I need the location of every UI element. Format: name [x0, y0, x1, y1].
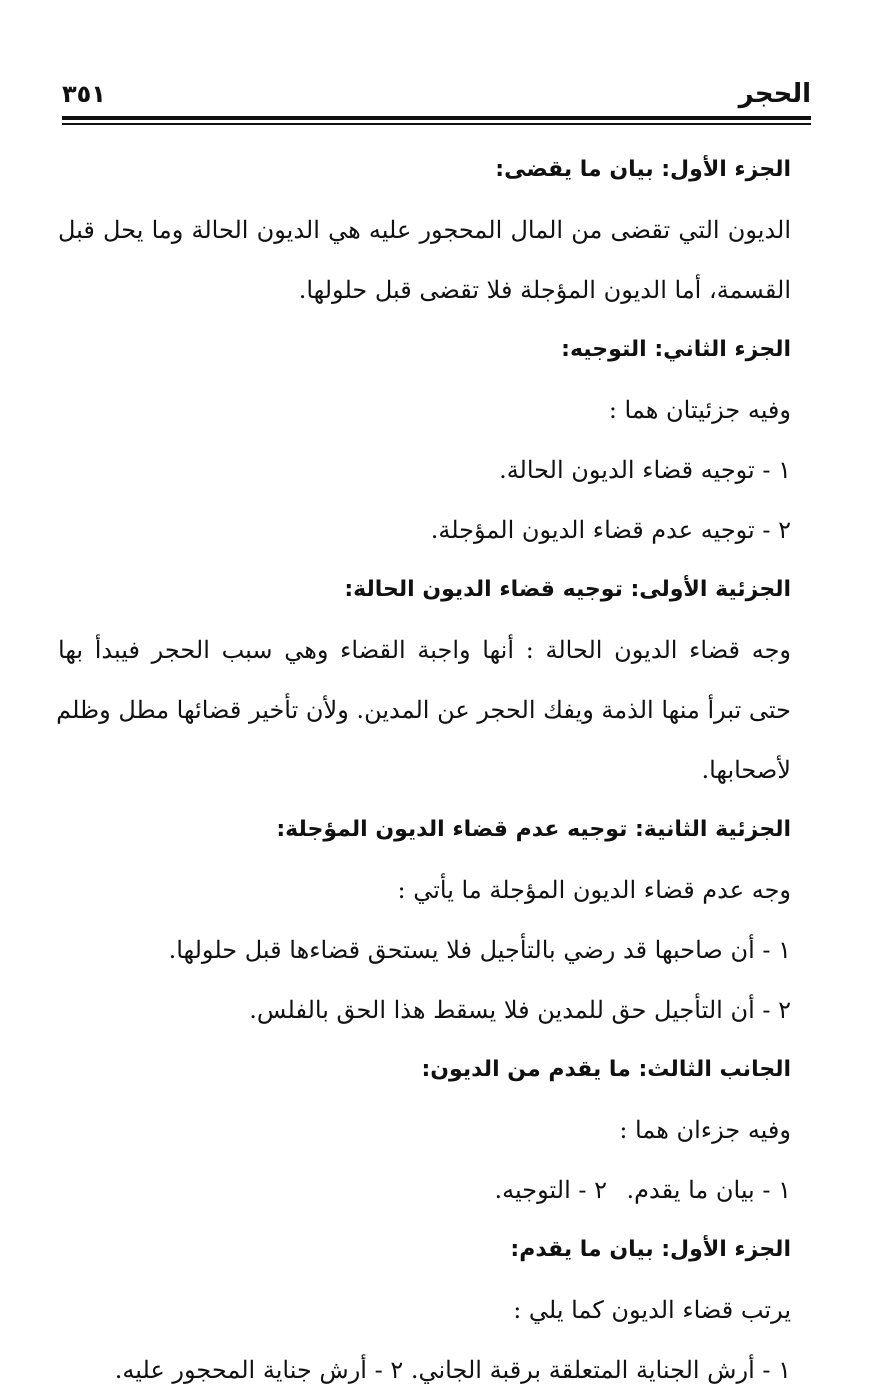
- paragraph-line: وفيه جزءان هما :: [619, 1116, 791, 1144]
- section-heading: الجزئية الأولى: توجيه قضاء الديون الحالة:: [344, 577, 791, 602]
- page-number: ٣٥١: [62, 80, 106, 108]
- page-body: [56, 140, 791, 1400]
- list-item-pair: [62, 1160, 791, 1220]
- paragraph-line: وجه قضاء الديون الحالة : أنها واجبة القضاء وهي سبب الحجر فيبدأ بها: [58, 636, 791, 664]
- chapter-title: الحجر: [738, 79, 811, 109]
- paragraph-line: القسمة، أما الديون المؤجلة فلا تقضى قبل حلولها.: [298, 276, 791, 304]
- list-item: ٢ - التوجيه.: [494, 1176, 607, 1204]
- paragraph-line: حتى تبرأ منها الذمة ويفك الحجر عن المدين. ولأن تأخير قضائها مطل وظلم: [56, 696, 791, 724]
- section-heading: الجزء الثاني: التوجيه:: [561, 337, 791, 362]
- section-heading: الجزء الأول: بيان ما يقضى:: [495, 157, 791, 182]
- paragraph-line: يرتب قضاء الديون كما يلي :: [513, 1296, 791, 1324]
- list-item: ١ - أن صاحبها قد رضي بالتأجيل فلا يستحق قضاءها قبل حلولها.: [168, 936, 791, 964]
- paragraph-line: وفيه جزئيتان هما :: [608, 396, 791, 424]
- header-rule-thin: [62, 123, 811, 125]
- list-item: ١ - أرش الجناية المتعلقة برقبة الجاني. ٢ - أرش جناية المحجور عليه.: [114, 1356, 791, 1384]
- section-heading: الجانب الثالث: ما يقدم من الديون:: [421, 1057, 791, 1082]
- list-item: ٢ - توجيه عدم قضاء الديون المؤجلة.: [430, 516, 791, 544]
- page-header: [62, 74, 811, 114]
- list-item: ٢ - أن التأجيل حق للمدين فلا يسقط هذا الحق بالفلس.: [249, 996, 791, 1024]
- section-heading: الجزئية الثانية: توجيه عدم قضاء الديون المؤجلة:: [276, 817, 791, 842]
- list-item: ١ - توجيه قضاء الديون الحالة.: [499, 456, 791, 484]
- list-item: ١ - بيان ما يقدم.: [626, 1176, 791, 1204]
- header-rule-thick: [62, 116, 811, 120]
- paragraph-line: الديون التي تقضى من المال المحجور عليه هي الديون الحالة وما يحل قبل: [58, 216, 791, 244]
- paragraph-line: وجه عدم قضاء الديون المؤجلة ما يأتي :: [397, 876, 791, 904]
- section-heading: الجزء الأول: بيان ما يقدم:: [510, 1237, 791, 1262]
- paragraph-line: لأصحابها.: [701, 756, 791, 784]
